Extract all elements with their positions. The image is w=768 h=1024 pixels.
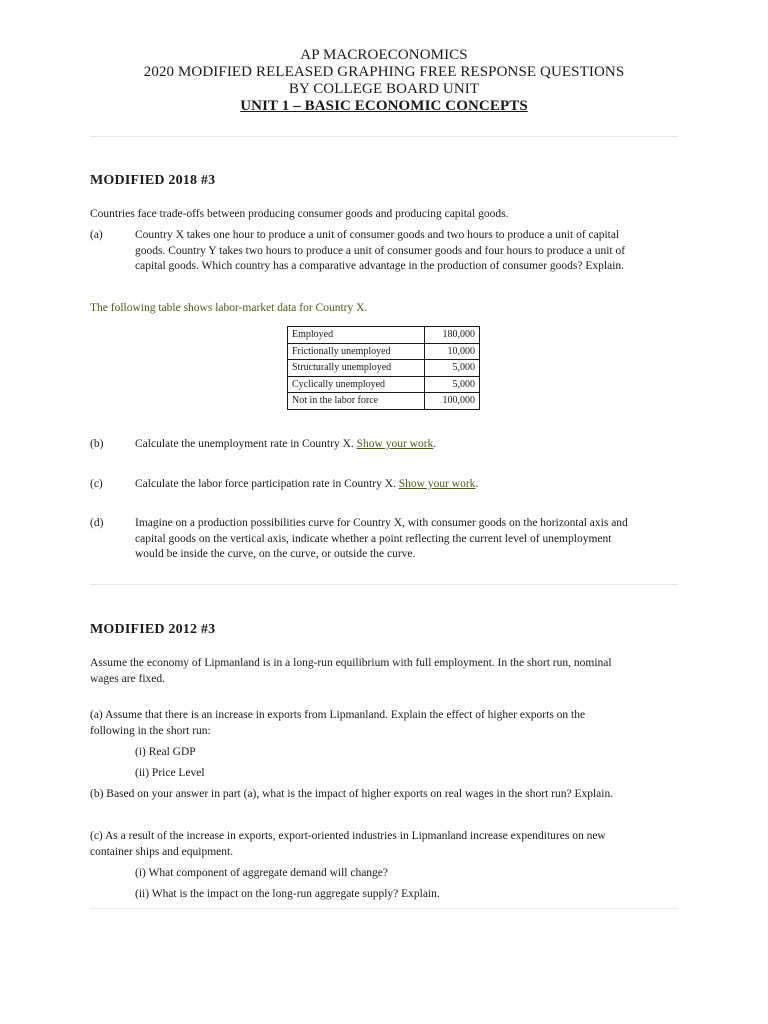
table-cell-value: 5,000 — [425, 360, 480, 377]
labor-market-table — [287, 326, 480, 410]
q2018-a-line: Country X takes one hour to produce a unit of consumer goods and two hours to produce a unit of capital — [135, 229, 620, 241]
document-header — [0, 47, 768, 115]
q2012-a — [90, 708, 585, 739]
q2012-c-ii: (ii) What is the impact on the long-run aggregate supply? Explain. — [135, 888, 440, 900]
q2012-a-line: (a) Assume that there is an increase in exports from Lipmanland. Explain the effect of higher exports on the — [90, 709, 586, 721]
table-cell-value: 10,000 — [425, 343, 480, 360]
q2012-a-line: following in the short run: — [90, 724, 211, 737]
q2018-a-text — [135, 228, 675, 275]
divider — [90, 908, 678, 909]
header-course: AP MACROECONOMICS — [300, 47, 468, 63]
q2018-b-end: . — [433, 438, 437, 450]
q2012-c-i: (i) What component of aggregate demand will change? — [135, 867, 389, 879]
table-cell-label: Cyclically unemployed — [288, 376, 425, 393]
table-row — [288, 393, 480, 410]
q2018-intro: Countries face trade-offs between producing consumer goods and producing capital goods. — [90, 208, 509, 220]
section-title-2018: MODIFIED 2018 #3 — [90, 173, 216, 188]
header-byline: BY COLLEGE BOARD UNIT — [288, 81, 480, 97]
table-cell-value: 100,000 — [425, 393, 480, 410]
q2018-d-line: capital goods on the vertical axis, indicate whether a point reflecting the current level of unemployment — [135, 532, 612, 545]
table-cell-label: Not in the labor force — [288, 393, 425, 410]
q2018-b-label: (b) — [90, 438, 104, 450]
table-cell-label: Structurally unemployed — [288, 360, 425, 377]
divider — [90, 584, 678, 585]
show-your-work-link[interactable]: Show your work — [356, 438, 434, 450]
q2012-c-line: container ships and equipment. — [90, 845, 234, 858]
table-cell-value: 180,000 — [425, 327, 480, 344]
q2018-b-text — [135, 437, 675, 453]
q2018-c-end: . — [475, 478, 479, 490]
q2018-a-label: (a) — [90, 229, 103, 241]
q2012-c — [90, 829, 606, 860]
q2018-a-line: goods. Country Y takes two hours to produce a unit of consumer goods and four hours to produce a unit of — [135, 244, 626, 257]
show-your-work-link[interactable]: Show your work — [398, 478, 476, 490]
table-row — [288, 327, 480, 344]
q2018-d-line: would be inside the curve, on the curve, or outside the curve. — [135, 548, 416, 560]
section-title-2012: MODIFIED 2012 #3 — [90, 622, 216, 637]
q2012-intro-line: Assume the economy of Lipmanland is in a long-run equilibrium with full employment. In the short run, nominal — [90, 657, 612, 669]
table-intro: The following table shows labor-market data for Country X. — [90, 302, 368, 314]
q2018-c-text — [135, 477, 675, 493]
table-cell-label: Frictionally unemployed — [288, 343, 425, 360]
q2012-b: (b) Based on your answer in part (a), what is the impact of higher exports on real wages in the short run? Explain. — [90, 788, 614, 800]
header-unit-title: UNIT 1 – BASIC ECONOMIC CONCEPTS — [240, 98, 528, 114]
q2012-a-ii: (ii) Price Level — [135, 767, 205, 779]
q2018-d-label: (d) — [90, 517, 104, 529]
table-cell-label: Employed — [288, 327, 425, 344]
q2012-intro — [90, 656, 612, 687]
q2012-a-i: (i) Real GDP — [135, 746, 196, 758]
q2018-d-line: Imagine on a production possibilities curve for Country X, with consumer goods on the horizontal axis and — [135, 517, 628, 529]
q2012-c-line: (c) As a result of the increase in exports, export-oriented industries in Lipmanland increase expenditures on new — [90, 830, 606, 842]
q2018-b-prompt: Calculate the unemployment rate in Country X. — [135, 438, 354, 450]
q2012-intro-line: wages are fixed. — [90, 672, 166, 685]
table-cell-value: 5,000 — [425, 376, 480, 393]
q2018-c-label: (c) — [90, 478, 103, 490]
q2018-a-line: capital goods. Which country has a comparative advantage in the production of consumer goods? Explain. — [135, 260, 625, 272]
table-row — [288, 360, 480, 377]
header-subtitle: 2020 MODIFIED RELEASED GRAPHING FREE RESPONSE QUESTIONS — [143, 64, 625, 80]
table-row — [288, 376, 480, 393]
q2018-d-text — [135, 516, 675, 563]
table-row — [288, 343, 480, 360]
divider — [90, 136, 678, 137]
q2018-c-prompt: Calculate the labor force participation rate in Country X. — [135, 478, 396, 490]
